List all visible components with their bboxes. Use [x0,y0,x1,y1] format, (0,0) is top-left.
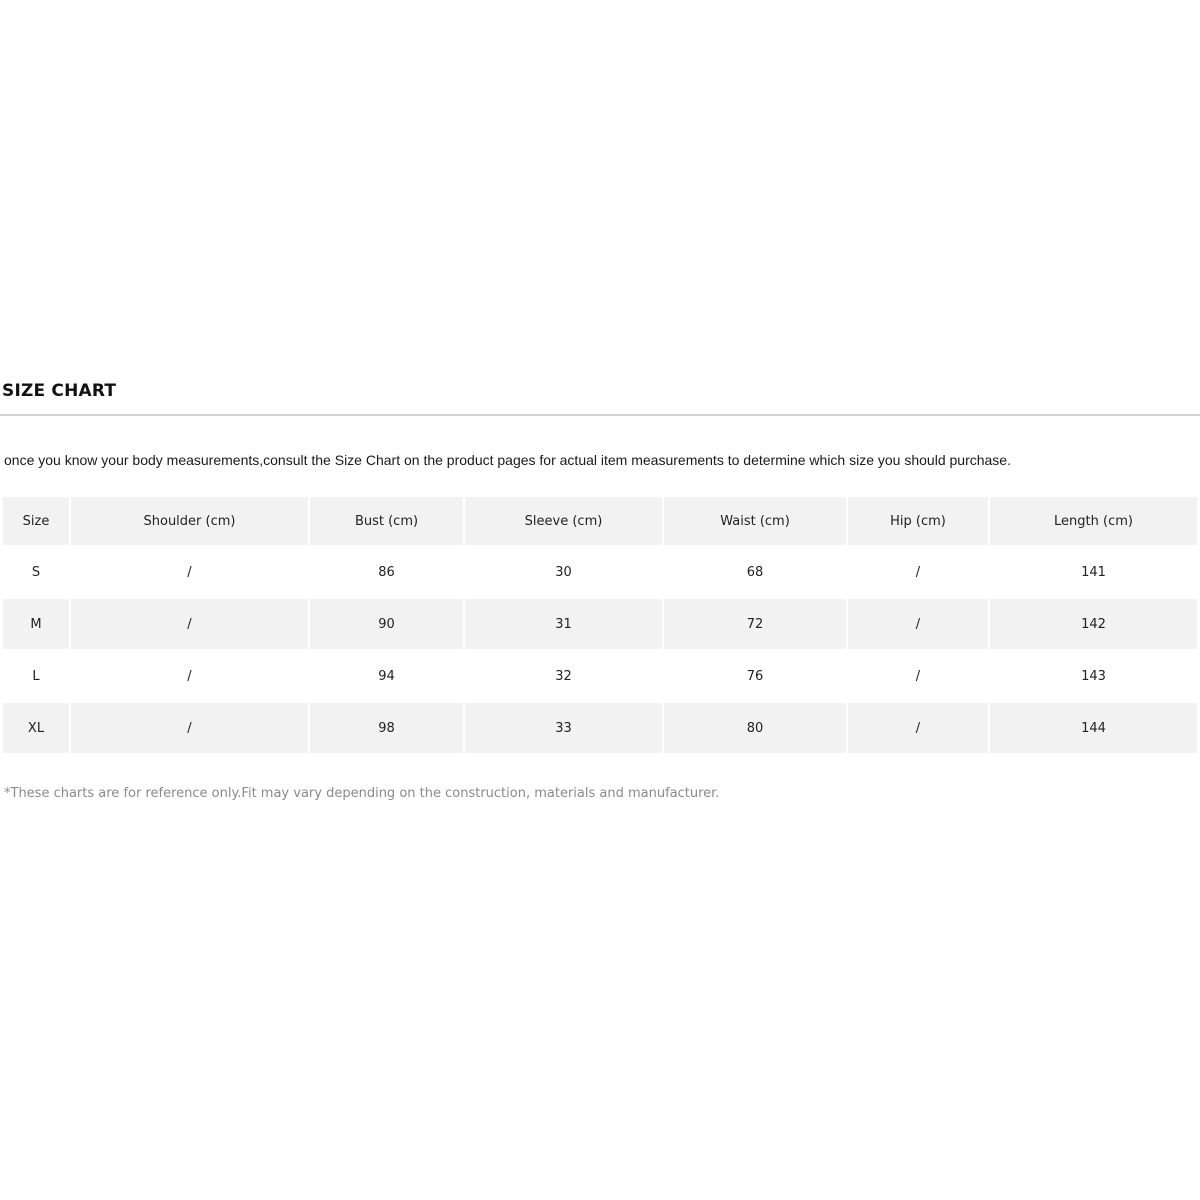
cell-hip: / [847,702,989,754]
header-size: Size [3,497,70,546]
cell-sleeve: 31 [464,598,663,650]
cell-hip: / [847,598,989,650]
cell-size: M [3,598,70,650]
table-row [3,702,1197,754]
header-length: Length (cm) [989,497,1197,546]
cell-shoulder: / [70,702,309,754]
header-bust: Bust (cm) [309,497,464,546]
cell-bust: 86 [309,546,464,598]
cell-waist: 72 [663,598,847,650]
header-shoulder: Shoulder (cm) [70,497,309,546]
cell-size: L [3,650,70,702]
cell-bust: 90 [309,598,464,650]
header-waist: Waist (cm) [663,497,847,546]
cell-bust: 98 [309,702,464,754]
reference-footnote: *These charts are for reference only.Fit may vary depending on the construction, materials and manufacturer. [4,786,720,801]
cell-length: 143 [989,650,1197,702]
cell-sleeve: 33 [464,702,663,754]
cell-waist: 68 [663,546,847,598]
size-chart-table [3,497,1197,755]
table-row [3,546,1197,598]
cell-length: 141 [989,546,1197,598]
table-row [3,598,1197,650]
cell-sleeve: 30 [464,546,663,598]
table-header-row [3,497,1197,546]
cell-shoulder: / [70,598,309,650]
cell-waist: 80 [663,702,847,754]
cell-length: 142 [989,598,1197,650]
cell-length: 144 [989,702,1197,754]
cell-sleeve: 32 [464,650,663,702]
page-title: SIZE CHART [2,381,117,401]
cell-size: S [3,546,70,598]
header-hip: Hip (cm) [847,497,989,546]
intro-text: once you know your body measurements,consult the Size Chart on the product pages for actual item measurements to determine which size you should purchase. [4,452,1011,468]
cell-bust: 94 [309,650,464,702]
cell-shoulder: / [70,650,309,702]
cell-hip: / [847,650,989,702]
cell-waist: 76 [663,650,847,702]
cell-hip: / [847,546,989,598]
table-row [3,650,1197,702]
title-divider [0,414,1200,416]
cell-shoulder: / [70,546,309,598]
cell-size: XL [3,702,70,754]
header-sleeve: Sleeve (cm) [464,497,663,546]
